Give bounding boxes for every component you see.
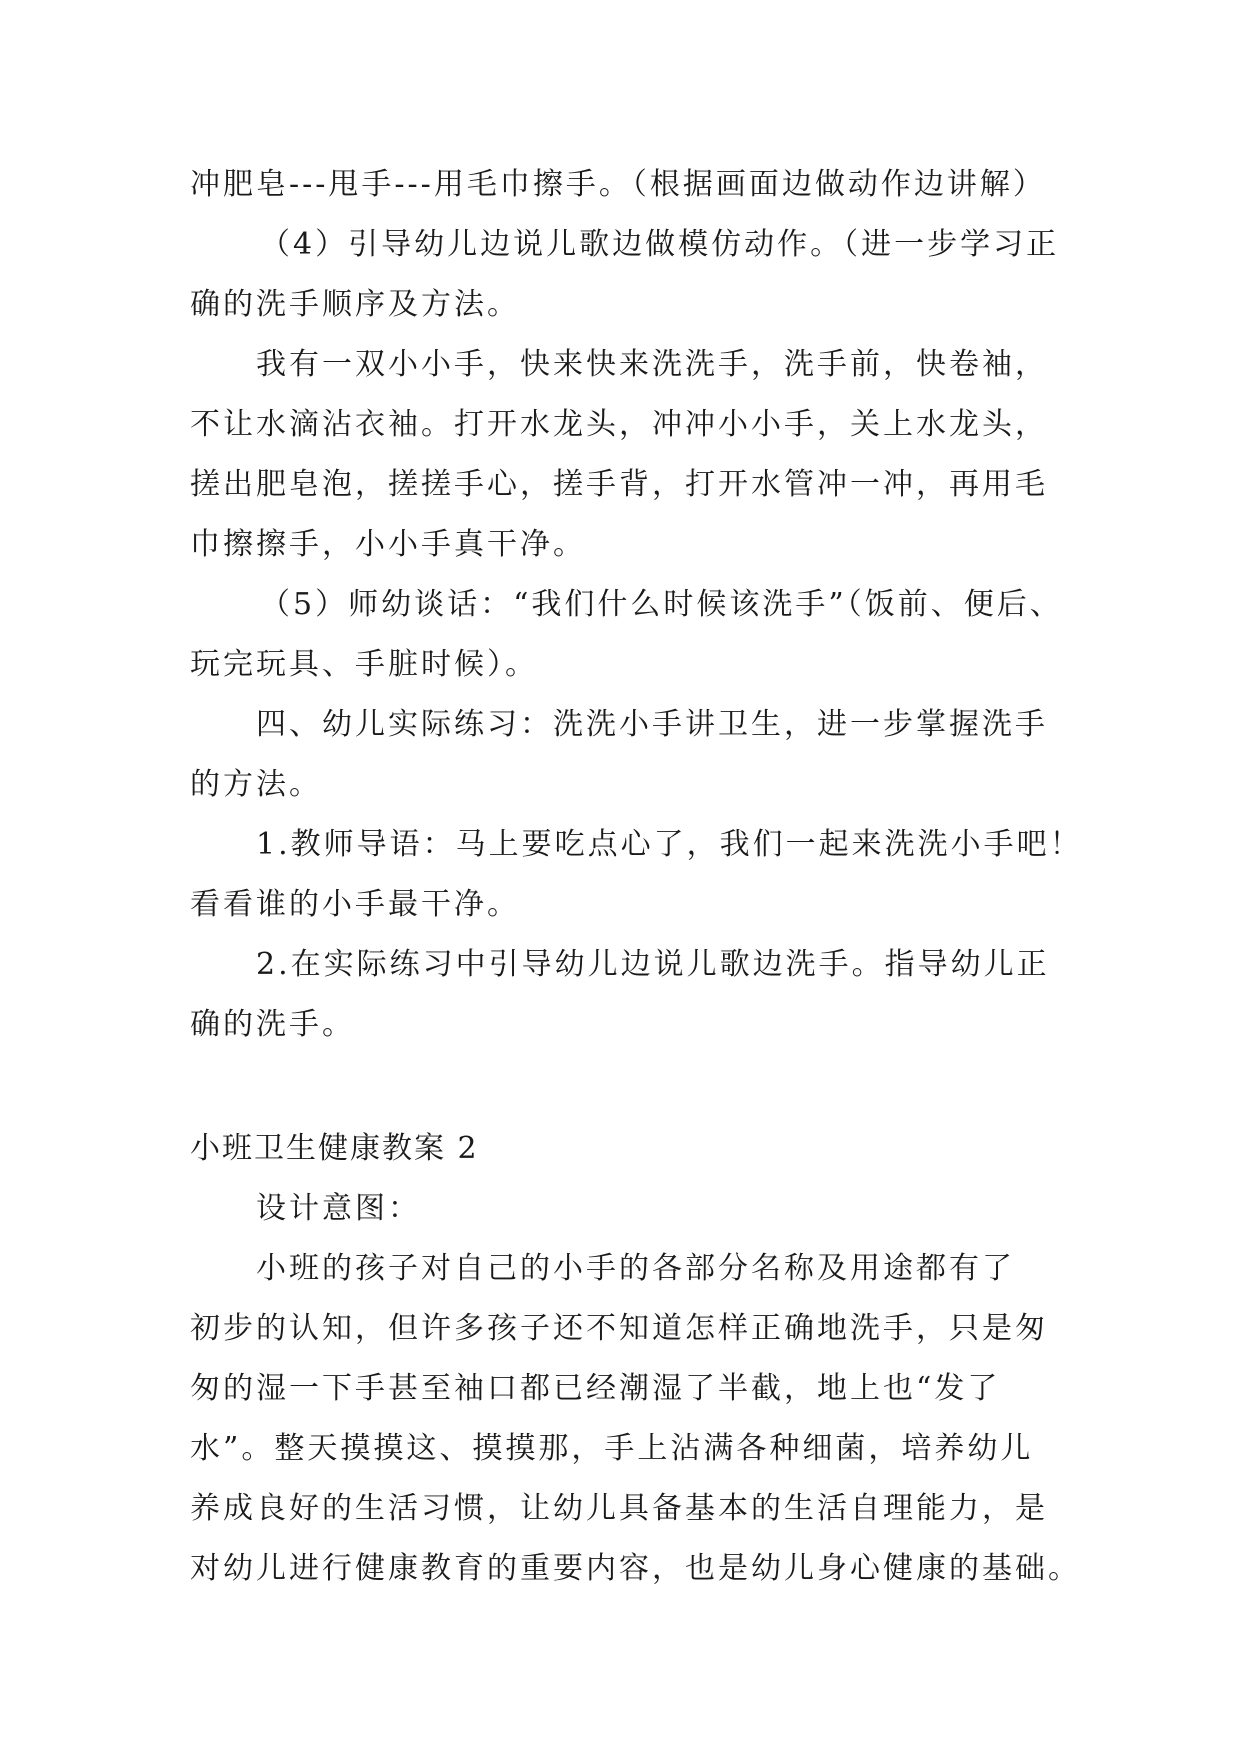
paragraph-line: 我有一双小小手，快来快来洗洗手，洗手前，快卷袖， [256,347,1048,382]
paragraph-line: 不让水滴沾衣袖。打开水龙头，冲冲小小手，关上水龙头， [190,407,1048,442]
document-body [190,155,1083,1599]
subheading: 设计意图： [256,1191,421,1226]
section-spacer [190,1055,1070,1119]
paragraph-line: 冲肥皂---甩手---用毛巾擦手。（根据画面边做动作边讲解） [190,167,1046,202]
paragraph-line: 搓出肥皂泡，搓搓手心，搓手背，打开水管冲一冲，再用毛 [190,467,1048,502]
paragraph-line: 确的洗手。 [190,1007,355,1042]
section-heading: 小班卫生健康教案 2 [190,1131,479,1166]
paragraph-line: 玩完玩具、手脏时候）。 [190,647,538,682]
paragraph-line: 对幼儿进行健康教育的重要内容，也是幼儿身心健康的基础。 [190,1551,1081,1586]
paragraph-line: 1.教师导语：马上要吃点心了，我们一起来洗洗小手吧！ [256,827,1083,862]
paragraph-line: （5）师幼谈话：“我们什么时候该洗手”（饭前、便后、 [260,587,1063,622]
paragraph-line: （4）引导幼儿边说儿歌边做模仿动作。（进一步学习正 [260,227,1060,262]
paragraph-line: 小班的孩子对自己的小手的各部分名称及用途都有了 [256,1251,1015,1286]
paragraph-line: 看看谁的小手最干净。 [190,887,520,922]
paragraph-line: 的方法。 [190,767,322,802]
paragraph-line: 2.在实际练习中引导幼儿边说儿歌边洗手。指导幼儿正 [256,947,1050,982]
paragraph-line: 匆的湿一下手甚至袖口都已经潮湿了半截，地上也“发了 [190,1371,1001,1406]
paragraph-line: 水”。整天摸摸这、摸摸那，手上沾满各种细菌，培养幼儿 [190,1431,1034,1466]
paragraph-line: 巾擦擦手，小小手真干净。 [190,527,586,562]
paragraph-line: 确的洗手顺序及方法。 [190,287,520,322]
paragraph-line: 初步的认知，但许多孩子还不知道怎样正确地洗手，只是匆 [190,1311,1048,1346]
paragraph-line: 四、幼儿实际练习：洗洗小手讲卫生，进一步掌握洗手 [256,707,1048,742]
paragraph-line: 养成良好的生活习惯，让幼儿具备基本的生活自理能力，是 [190,1491,1048,1526]
